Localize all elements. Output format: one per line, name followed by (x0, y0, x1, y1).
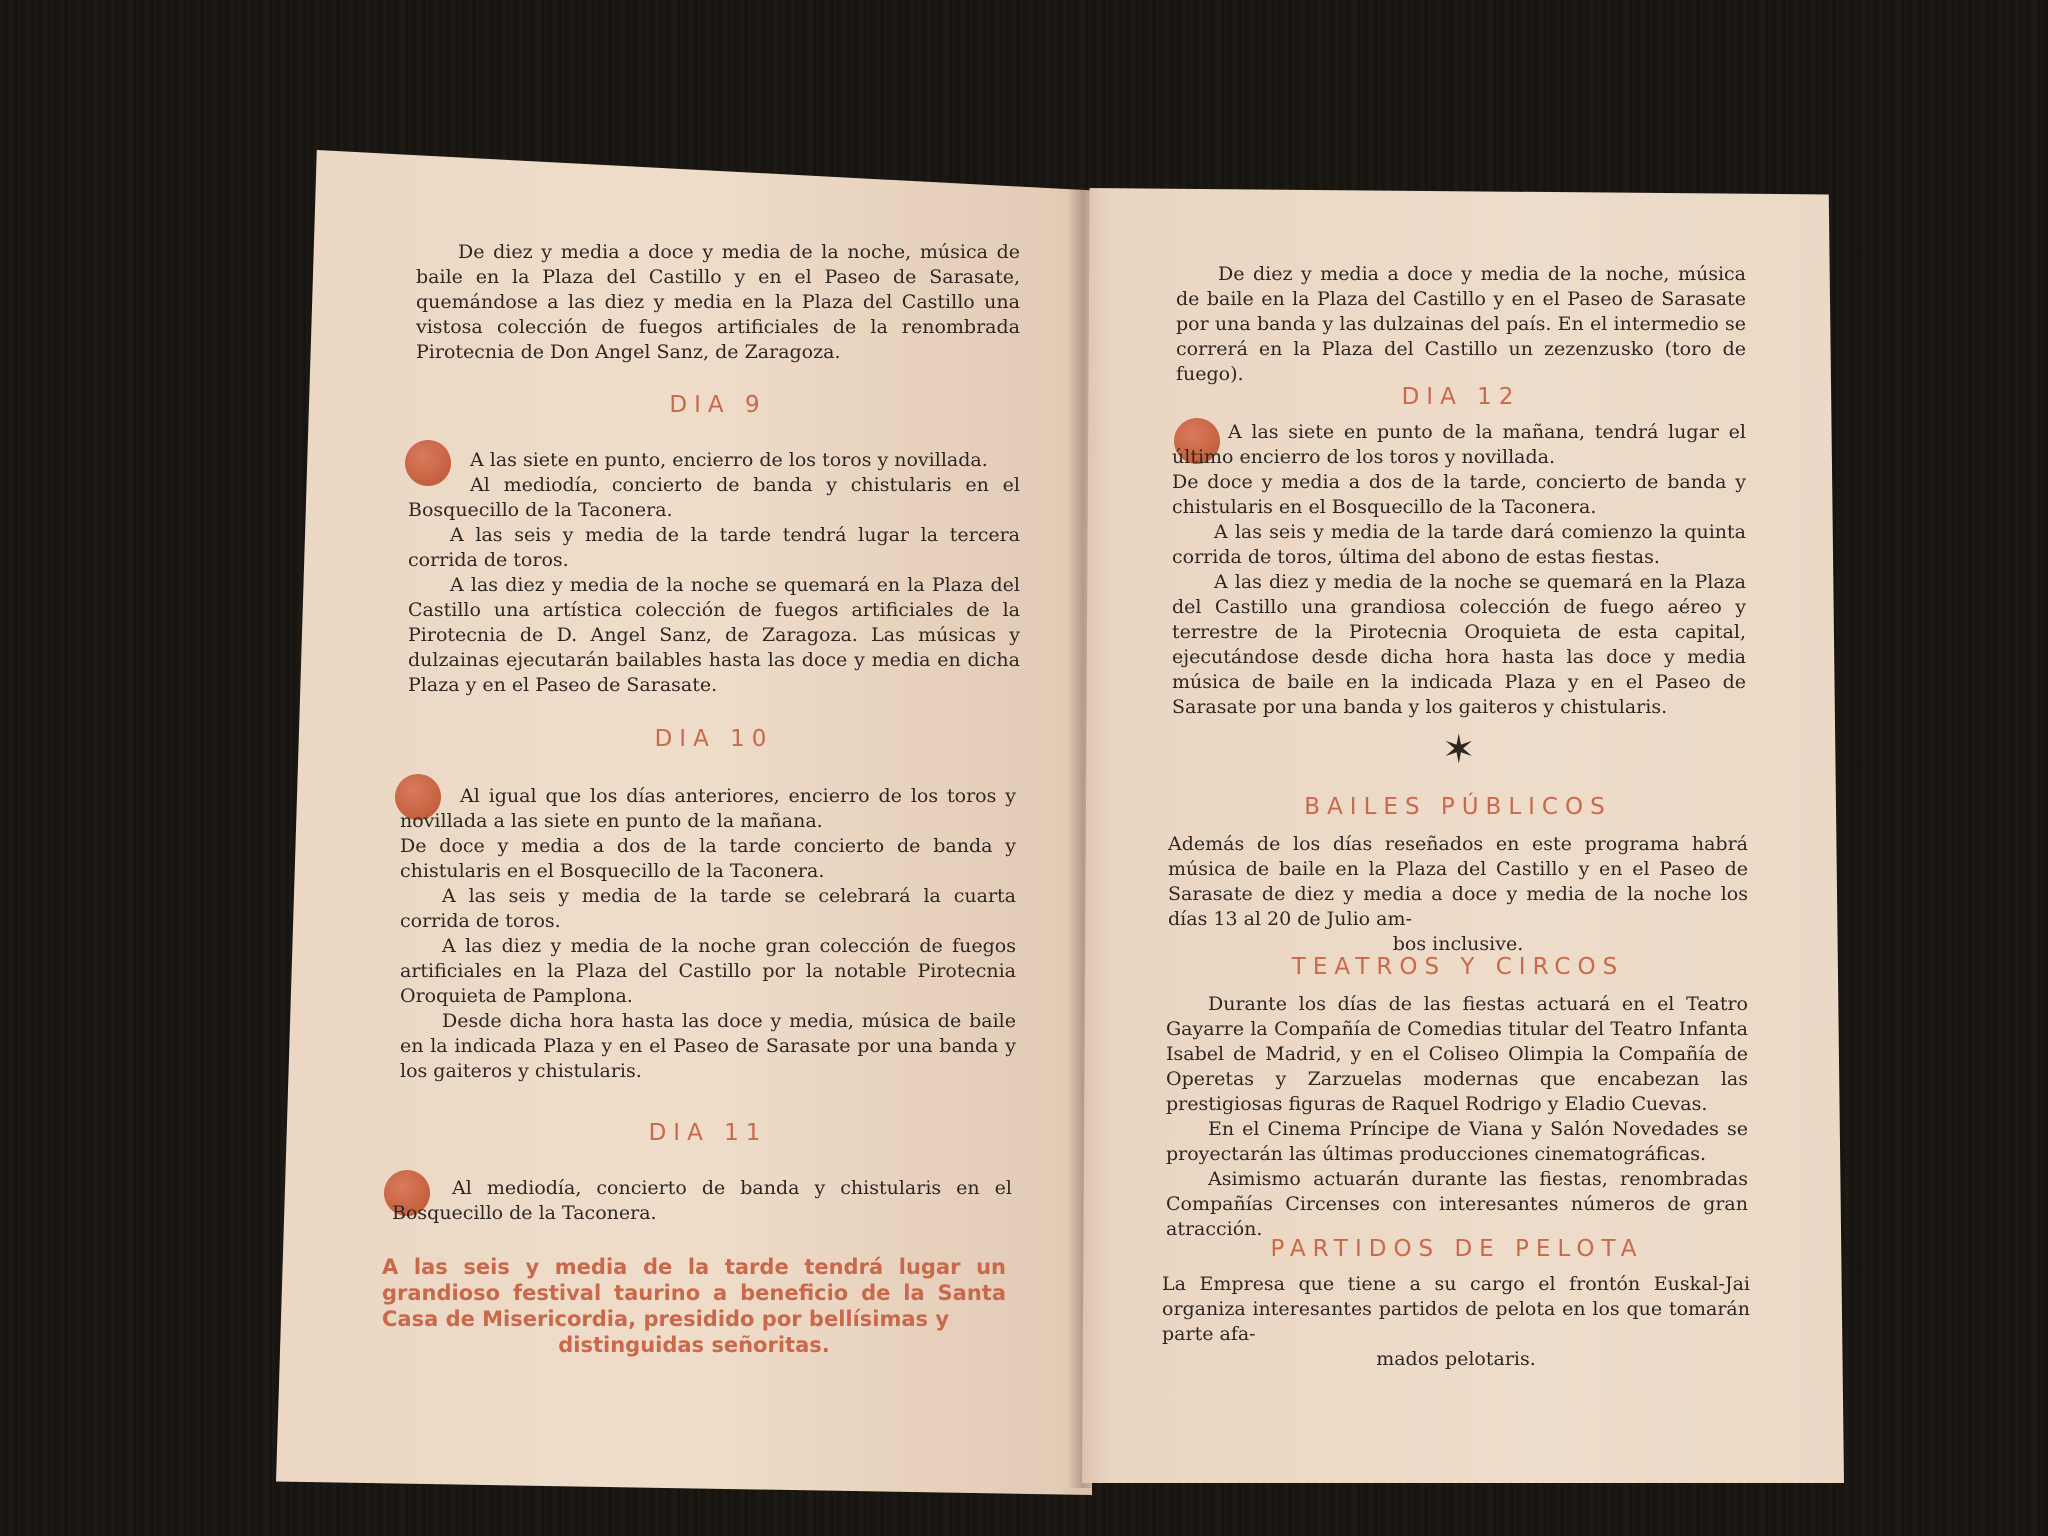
dia-11-block (392, 1176, 1012, 1226)
left-intro-paragraph: De diez y media a doce y media de la noche, música de baile en la Plaza del Castillo y en el Paseo de Sarasate, quemándose a las diez y media en la Plaza del Castillo una vistosa colección de fuegos artificiales de la renombrada Pirotecnia de Don Angel Sanz, de Zaragoza. (416, 241, 1020, 363)
heading-partidos-de-pelota: PARTIDOS DE PELOTA (1270, 1236, 1644, 1262)
pelota-paragraph-last: mados pelotaris. (1376, 1348, 1536, 1370)
dia-12-block (1172, 420, 1746, 720)
heading-dia-12: DIA 12 (1401, 384, 1521, 410)
teatros-paragraph: Durante los días de las fiestas actuará en el Teatro Gayarre la Compañía de Comedias titular del Teatro Infanta Isabel de Madrid, y en el Coliseo Olimpia la Compañía de Operetas y Zarzuelas modernas que encabezan las prestigiosas figuras de Raquel Rodrigo y Eladio Cuevas. (1166, 993, 1748, 1115)
heading-bailes-publicos: BAILES PÚBLICOS (1304, 794, 1612, 820)
dia-12-paragraph: A las diez y media de la noche se quemará en la Plaza del Castillo una grandiosa colección de fuego aéreo y terrestre de la Pirotecnia Oroquieta de esta capital, ejecutándose desde dicha hora hasta las doce y media música de baile en la indicada Plaza y en el Paseo de Sarasate por una banda y los gaiteros y chistularis. (1172, 571, 1746, 718)
festival-taurino-notice (382, 1254, 1006, 1358)
right-intro-paragraph: De diez y media a doce y media de la noche, música de baile en la Plaza del Castillo y en el Paseo de Sarasate por una banda y las dulzainas del país. En el intermedio se correrá en la Plaza del Castillo un zezenzusko (toro de fuego). (1176, 263, 1746, 385)
festival-notice-main: A las seis y media de la tarde tendrá lugar un grandioso festival taurino a beneficio de la Santa Casa de Misericordia, presidido por bellísimas y (382, 1255, 1006, 1331)
dia-9-paragraph: Al mediodía, concierto de banda y chistularis en el Bosquecillo de la Taconera. (408, 474, 1020, 521)
star-icon: ✶ (1442, 727, 1476, 773)
dia-10-paragraph: Desde dicha hora hasta las doce y media, música de baile en la indicada Plaza y en el Paseo de Sarasate por una banda y los gaiteros y chistularis. (400, 1010, 1016, 1082)
heading-teatros-y-circos: TEATROS Y CIRCOS (1291, 954, 1625, 980)
left-intro (416, 240, 1020, 365)
dia-10-paragraph: De doce y media a dos de la tarde concierto de banda y chistularis en el Bosquecillo de la Taconera. (400, 835, 1016, 882)
dia-10-block (400, 784, 1016, 1084)
heading-dia-11: DIA 11 (648, 1120, 768, 1146)
bailes-block (1168, 832, 1748, 957)
pelota-block (1162, 1272, 1750, 1372)
heading-dia-10: DIA 10 (654, 726, 774, 752)
festival-notice-last: distinguidas señoritas. (558, 1333, 830, 1357)
dia-12-paragraph: A las siete en punto de la mañana, tendrá lugar el último encierro de los toros y novillada. (1172, 421, 1746, 468)
teatros-block (1166, 992, 1748, 1242)
dia-9-block (408, 448, 1020, 698)
dia-10-paragraph: Al igual que los días anteriores, encierro de los toros y novillada a las siete en punto de la mañana. (400, 785, 1016, 832)
right-intro (1176, 262, 1746, 387)
teatros-paragraph: En el Cinema Príncipe de Viana y Salón Novedades se proyectarán las últimas producciones cinematográficas. (1166, 1118, 1748, 1165)
teatros-paragraph: Asimismo actuarán durante las fiestas, renombradas Compañías Circenses con interesantes números de gran atracción. (1166, 1168, 1748, 1240)
dia-11-paragraph: Al mediodía, concierto de banda y chistularis en el Bosquecillo de la Taconera. (392, 1177, 1012, 1224)
bailes-paragraph-last: bos inclusive. (1392, 933, 1524, 955)
heading-dia-9: DIA 9 (669, 392, 767, 418)
pelota-paragraph: La Empresa que tiene a su cargo el frontón Euskal-Jai organiza interesantes partidos de pelota en los que tomarán parte afa- (1162, 1273, 1750, 1345)
dia-9-paragraph: A las diez y media de la noche se quemará en la Plaza del Castillo una artística colección de fuegos artificiales de la Pirotecnia de D. Angel Sanz, de Zaragoza. Las músicas y dulzainas ejecutarán bailables hasta las doce y media en dicha Plaza y en el Paseo de Sarasate. (408, 574, 1020, 696)
dia-9-paragraph: A las seis y media de la tarde tendrá lugar la tercera corrida de toros. (408, 524, 1020, 571)
dia-10-paragraph: A las diez y media de la noche gran colección de fuegos artificiales en la Plaza del Castillo por la notable Pirotecnia Oroquieta de Pamplona. (400, 935, 1016, 1007)
dia-10-paragraph: A las seis y media de la tarde se celebrará la cuarta corrida de toros. (400, 885, 1016, 932)
bailes-paragraph: Además de los días reseñados en este programa habrá música de baile en la Plaza del Castillo y en el Paseo de Sarasate de diez y media a doce y media de la noche los días 13 al 20 de Julio am- (1168, 833, 1748, 930)
dia-12-paragraph: De doce y media a dos de la tarde, concierto de banda y chistularis en el Bosquecillo de la Taconera. (1172, 471, 1746, 518)
dia-12-paragraph: A las seis y media de la tarde dará comienzo la quinta corrida de toros, última del abono de estas fiestas. (1172, 521, 1746, 568)
dia-9-paragraph: A las siete en punto, encierro de los toros y novillada. (470, 449, 988, 471)
